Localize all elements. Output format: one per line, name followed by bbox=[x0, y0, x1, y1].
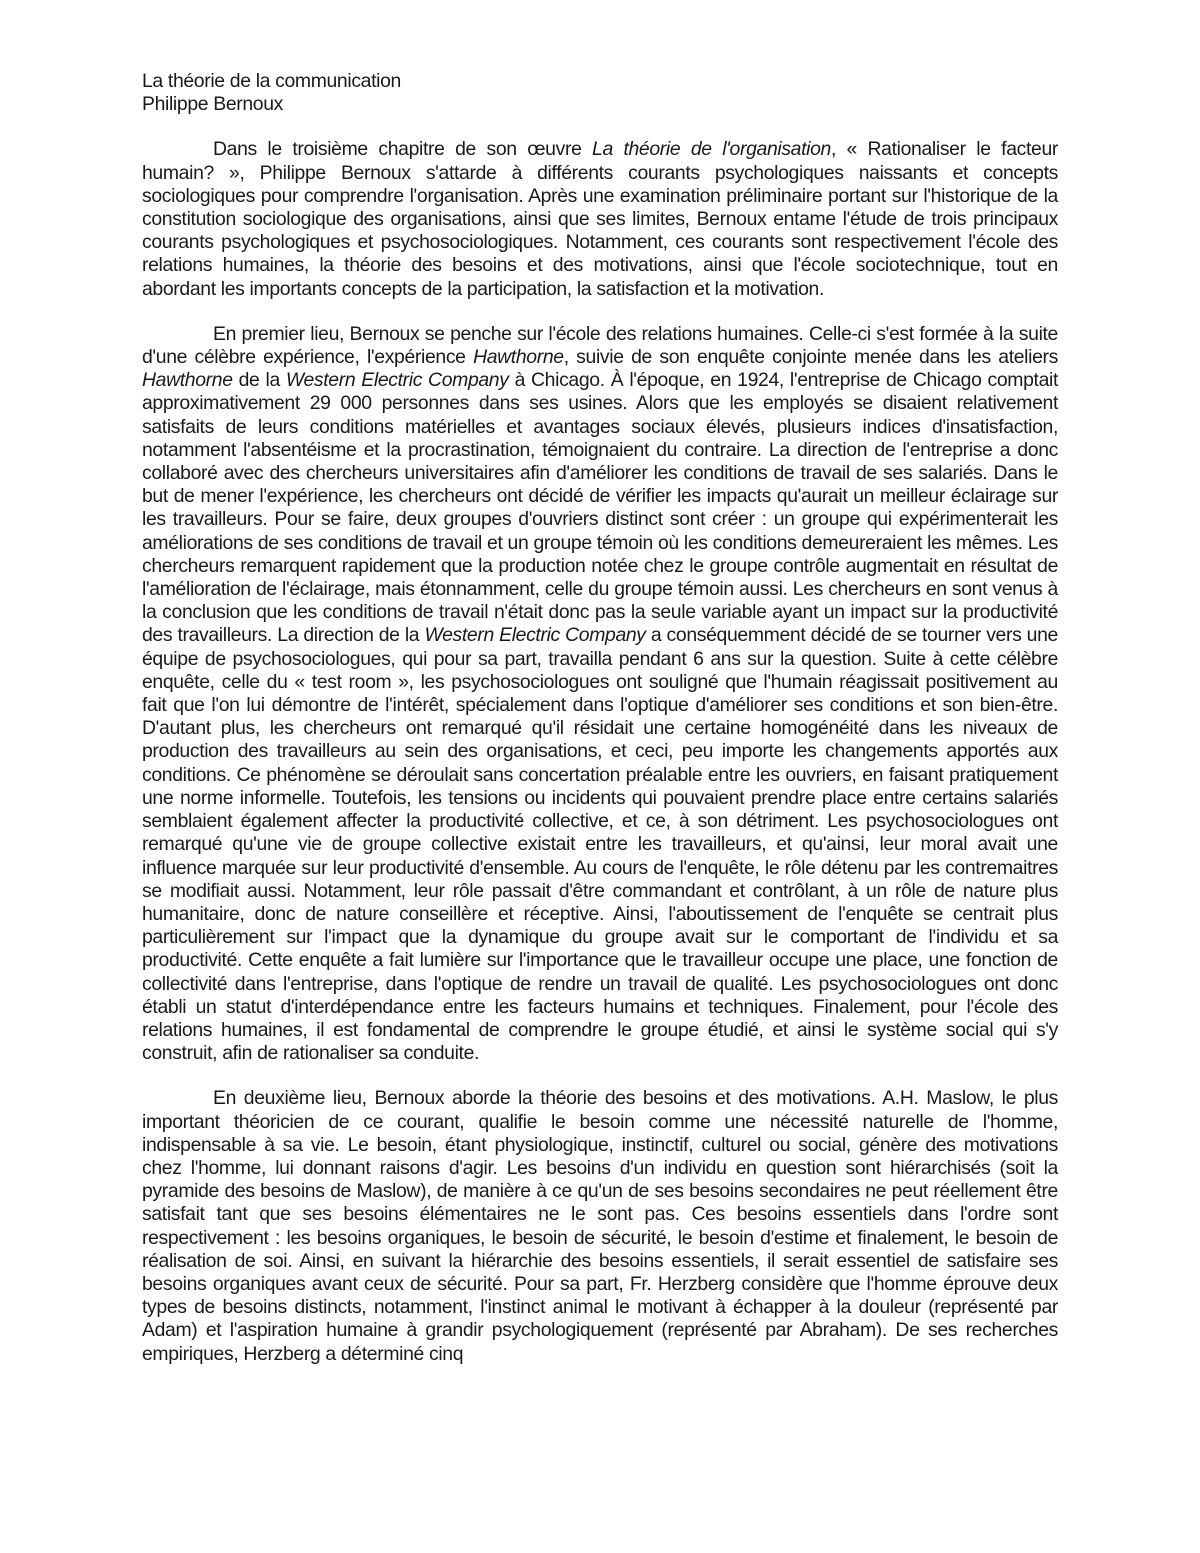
paragraph-relations-humaines bbox=[142, 323, 1058, 1066]
italic-term: Western Electric Company bbox=[285, 369, 509, 392]
text-run: Dans le troisième chapitre de son œuvre bbox=[213, 138, 593, 161]
paragraph-intro bbox=[142, 138, 1058, 300]
text-run: En premier lieu, Bernoux se penche sur l'école des relations humaines. Celle-ci s'est formée à la suite d'une célèbre expérience, l'expérience bbox=[142, 322, 1058, 369]
italic-term: Western Electric Company bbox=[424, 624, 646, 647]
italic-term: Hawthorne bbox=[473, 346, 564, 369]
paragraph-besoins-motivations bbox=[142, 1087, 1058, 1365]
text-run: , « Rationaliser le facteur humain? », Philippe Bernoux s'attarde à différents courants psychologiques naissants et concepts sociologiques pour comprendre l'organisation. Après une examination préliminaire portant sur l'historique de la constitution sociologique des organisations, ainsi que ses limites, Bernoux entame l'étude de trois principaux courants psychologiques et psychosociologiques. Notamment, ces courants sont respectivement l'école des relations humaines, la théorie des besoins et des motivations, ainsi que l'école sociotechnique, tout en abordant les importants concepts de la participation, la satisfaction et la motivation. bbox=[142, 138, 1058, 300]
book-title: La théorie de l'organisation bbox=[592, 138, 831, 161]
italic-term: Hawthorne bbox=[142, 369, 233, 392]
text-run: En deuxième lieu, Bernoux aborde la théorie des besoins et des motivations. A.H. Maslow, le plus important théoricien de ce courant, qualifie le besoin comme une nécessité naturelle de l'homme, indispensable à sa vie. Le besoin, étant physiologique, instinctif, culturel ou social, génère des motivations chez l'homme, lui donnant raisons d'agir. Les besoins d'un individu en question sont hiérarchisés (soit la pyramide des besoins de Maslow), de manière à ce qu'un de ses besoins secondaires ne peut réellement être satisfait tant que ses besoins élémentaires ne le sont pas. Ces besoins essentiels dans l'ordre sont respectivement : les besoins organiques, le besoin de sécurité, le besoin d'estime et finalement, le besoin de réalisation de soi. Ainsi, en suivant la hiérarchie des besoins essentiels, il serait essentiel de satisfaire ses besoins organiques avant ceux de sécurité. Pour sa part, Fr. Herzberg considère que l'homme éprouve deux types de besoins distincts, notamment, l'instinct animal le motivant à échapper à la douleur (représenté par Adam) et l'aspiration humaine à grandir psychologiquement (représenté par Abraham). De ses recherches empiriques, Herzberg a déterminé cinq bbox=[142, 1087, 1058, 1365]
document-body bbox=[142, 70, 1058, 1366]
document-title: La théorie de la communication bbox=[142, 70, 401, 92]
document-author: Philippe Bernoux bbox=[142, 93, 284, 116]
text-run: à Chicago. À l'époque, en 1924, l'entreprise de Chicago comptait approximativement 29 000 personnes dans ses usines. Alors que les employés se disaient relativement satisfaits de leurs conditions matérielles et avantages sociaux élevés, plusieurs indices d'insatisfaction, notamment l'absentéisme et la procrastination, témoignaient du contraire. La direction de l'entreprise a donc collaboré avec des chercheurs universitaires afin d'améliorer les conditions de travail de ses salariés. Dans le but de mener l'expérience, les chercheurs ont décidé de vérifier les impacts qu'aurait un meilleur éclairage sur les travailleurs. Pour se faire, deux groupes d'ouvriers distinct sont créer : un groupe qui expérimenterait les améliorations de ses conditions de travail et un groupe témoin où les conditions demeureraient les mêmes. Les chercheurs remarquent rapidement que la production notée chez le groupe contrôle augmentait en résultat de l'amélioration de l'éclairage, mais étonnamment, celle du groupe témoin aussi. Les chercheurs en sont venus à la conclusion que les conditions de travail n'était donc pas la seule variable ayant un impact sur la productivité des travailleurs. La direction de la bbox=[142, 369, 1058, 647]
text-run: , suivie de son enquête conjointe menée dans les ateliers bbox=[563, 346, 1058, 369]
text-run: a conséquemment décidé de se tourner vers une équipe de psychosociologues, qui pour sa part, travailla pendant 6 ans sur la question. Suite à cette célèbre enquête, celle du « test room », les psychosociologues ont souligné que l'humain réagissait positivement au fait que l'on lui démontre de l'intérêt, spécialement dans l'optique d'améliorer ses conditions et son bien-être. D'autant plus, les chercheurs ont remarqué qu'il résidait une certaine homogénéité dans les niveaux de production des travailleurs au sein des organisations, et ceci, peu importe les changements apportés aux conditions. Ce phénomène se déroulait sans concertation préalable entre les ouvriers, en faisant pratiquement une norme informelle. Toutefois, les tensions ou incidents qui pouvaient prendre place entre certains salariés semblaient également affecter la productivité collective, et ce, à son détriment. Les psychosociologues ont remarqué qu'une vie de groupe collective existait entre les travailleurs, et qu'ainsi, leur moral avait une influence marquée sur leur productivité d'ensemble. Au cours de l'enquête, le rôle détenu par les contremaitres se modifiait aussi. Notamment, leur rôle passait d'être commandant et contrôlant, à un rôle de nature plus humanitaire, donc de nature conseillère et réceptive. Ainsi, l'aboutissement de l'enquête se centrait plus particulièrement sur l'impact que la dynamique du groupe avait sur le comportant de l'individu et sa productivité. Cette enquête a fait lumière sur l'importance que le travailleur occupe une place, une fonction de collectivité dans l'entreprise, dans l'optique de rendre un travail de qualité. Les psychosociologues ont donc établi un statut d'interdépendance entre les facteurs humains et techniques. Finalement, pour l'école des relations humaines, il est fondamental de comprendre le groupe étudié, et ainsi le système social qui s'y construit, afin de rationaliser sa conduite. bbox=[142, 624, 1058, 1065]
text-run: de la bbox=[232, 369, 286, 392]
